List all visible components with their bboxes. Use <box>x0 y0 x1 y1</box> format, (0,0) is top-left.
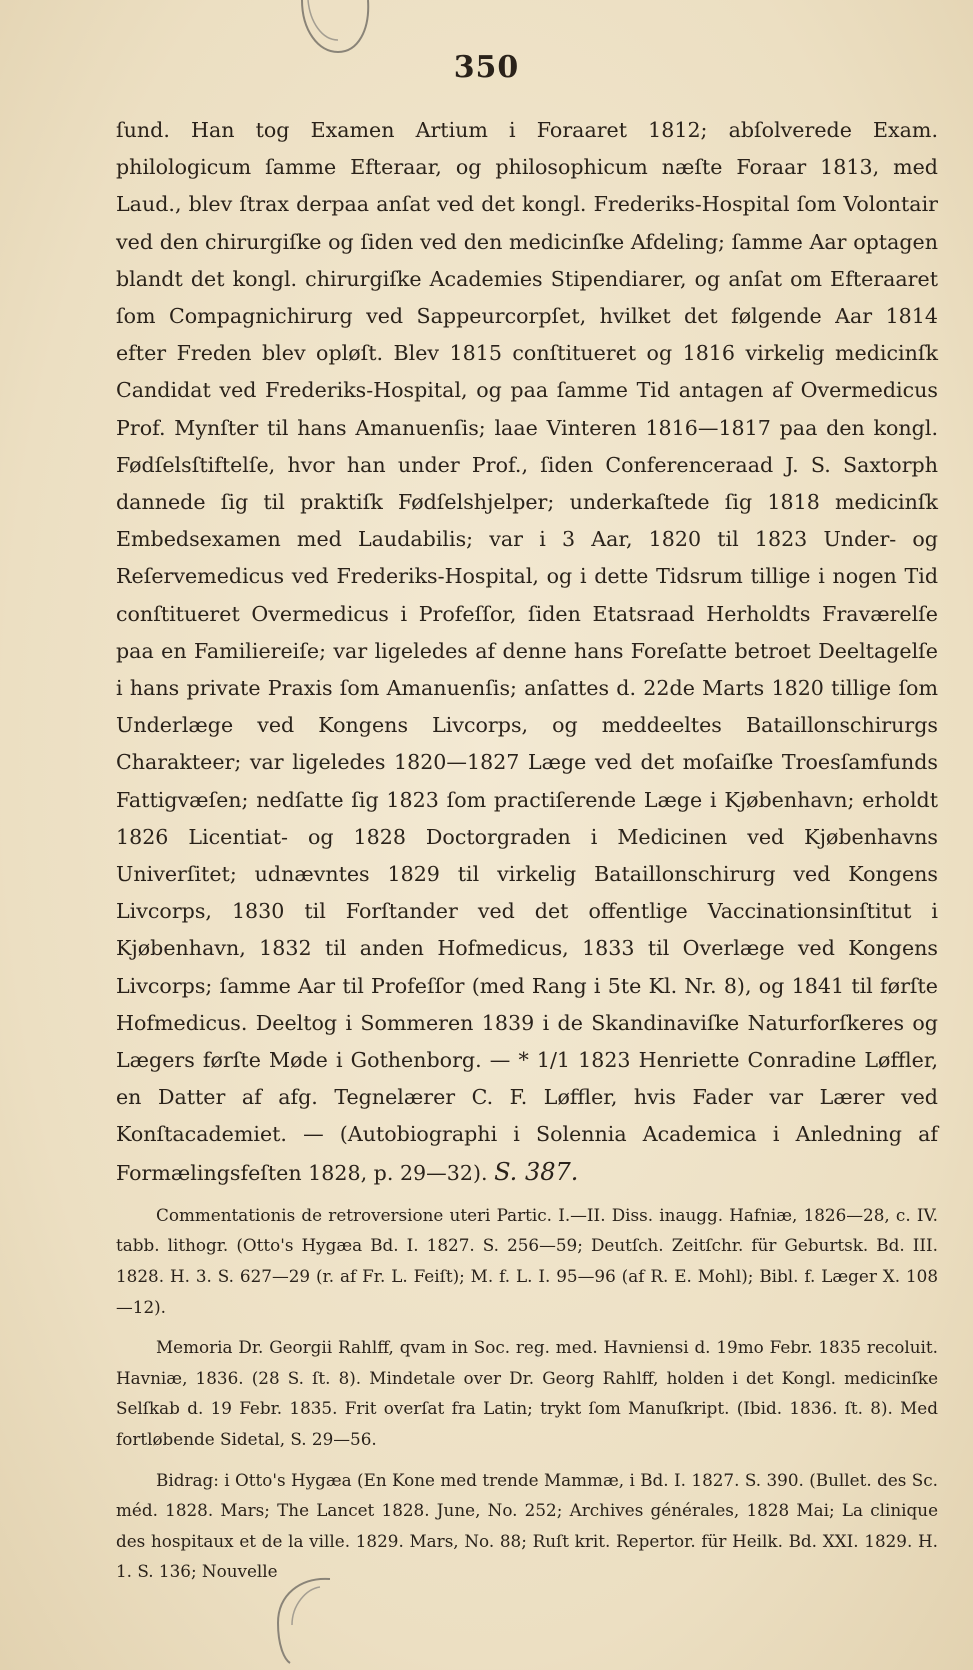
reference-paragraph-2: Memoria Dr. Georgii Rahlff, qvam in Soc. reg. med. Havniensi d. 19mo Febr. 1835 recoluit. Havniæ, 1836. (28 S. ſt. 8). Mindetale over Dr. Georg Rahlff, holden i det Kongl. medicinſke Selſkab d. 19 Febr. 1835. Frit overſat fra Latin; trykt ſom Manuſkript. (Ibid. 1836. ſt. 8). Med fortløbende Sidetal, S. 29—56. <box>116 1337 938 1450</box>
reference-paragraph-3: Bidrag: i Otto's Hygæa (En Kone med trende Mammæ, i Bd. I. 1827. S. 390. (Bullet. des Sc. méd. 1828. Mars; The Lancet 1828. June, No. 252; Archives générales, 1828 Mai; La clinique des hospitaux et de la ville. 1829. Mars, No. 88; Ruſt krit. Repertor. für Heilk. Bd. XXI. 1829. H. 1. S. 136; Nouvelle <box>116 1469 938 1582</box>
reference-paragraph-1: Commentationis de retroversione uteri Partic. I.—II. Diss. inaugg. Hafniæ, 1826—28, c. IV. tabb. lithogr. (Otto's Hygæa Bd. I. 1827. S. 256—59; Deutſch. Zeitſchr. für Geburtsk. Bd. III. 1828. H. 3. S. 627—29 (r. af Fr. L. Feiſt); M. f. L. I. 95—96 (af R. E. Mohl); Bibl. f. Læger X. 108—12). <box>116 1204 938 1317</box>
biography-paragraph <box>116 112 938 1192</box>
biography-section <box>116 112 938 1192</box>
pencil-mark-bottom <box>270 1575 350 1665</box>
page-number: 350 <box>453 50 520 85</box>
handwritten-annotation: S. 387. <box>494 1157 579 1186</box>
references-section <box>116 1200 938 1587</box>
text-body <box>116 112 938 1597</box>
biography-text: ſund. Han tog Examen Artium i Foraaret 1812; abſolverede Exam. philologicum ſamme Efteraar, og philosophicum næſte Foraar 1813, med Laud., blev ſtrax derpaa anſat ved det kongl. Frederiks‑Hospital ſom Volontair ved den chirurgiſke og ſiden ved den medicinſke Afdeling; ſamme Aar optagen blandt det kongl. chirurgiſke Academies Stipendiarer, og anſat om Efteraaret ſom Compagnichirurg ved Sappeurcorpſet, hvilket det følgende Aar 1814 efter Freden blev opløſt. Blev 1815 conſtitueret og 1816 virkelig medicinſk Candidat ved Frederiks‑Hospital, og paa ſamme Tid antagen af Overmedicus Prof. Mynſter til hans Amanuenſis; laae Vinteren 1816—1817 paa den kongl. Fødſelsſtiftelſe, hvor han under Prof., ſiden Conferenceraad J. S. Saxtorph dannede ſig til praktiſk Fødſelshjelper; underkaſtede ſig 1818 medicinſk Embedsexamen med Laudabilis; var i 3 Aar, 1820 til 1823 Under‑ og Reſervemedicus ved Frederiks‑Hospital, og i dette Tidsrum tillige i nogen Tid conſtitueret Overmedicus i Profeſſor, ſiden Etatsraad Herholdts Fraværelſe paa en Familiereiſe; var ligeledes af denne hans Foreſatte betroet Deeltagelſe i hans private Praxis ſom Amanuenſis; anſattes d. 22de Marts 1820 tillige ſom Underlæge ved Kongens Livcorps, og meddeeltes Bataillonschirurgs Charakteer; var ligeledes 1820—1827 Læge ved det moſaiſke Troesſamfunds Fattigvæſen; nedſatte ſig 1823 ſom practiſerende Læge i Kjøbenhavn; erholdt 1826 Licentiat‑ og 1828 Doctorgraden i Medicinen ved Kjøbenhavns Univerſitet; udnævntes 1829 til virkelig Bataillonschirurg ved Kongens Livcorps, 1830 til Forſtander ved det offentlige Vaccinationsinſtitut i Kjøbenhavn, 1832 til anden Hofmedicus, 1833 til Overlæge ved Kongens Livcorps; ſamme Aar til Profeſſor (med Rang i 5te Kl. Nr. 8), og 1841 til førſte Hofmedicus. Deeltog i Sommeren 1839 i de Skandinaviſke Naturforſkeres og Lægers førſte Møde i Gothenborg. — * 1/1 1823 Henriette Conradine Løffler, en Datter af afg. Tegnelærer C. F. Løffler, hvis Fader var Lærer ved Konſtacademiet. — (Autobiographi i Solennia Academica i Anledning af Formælingsfeſten 1828, p. 29—32). <box>116 118 938 1185</box>
